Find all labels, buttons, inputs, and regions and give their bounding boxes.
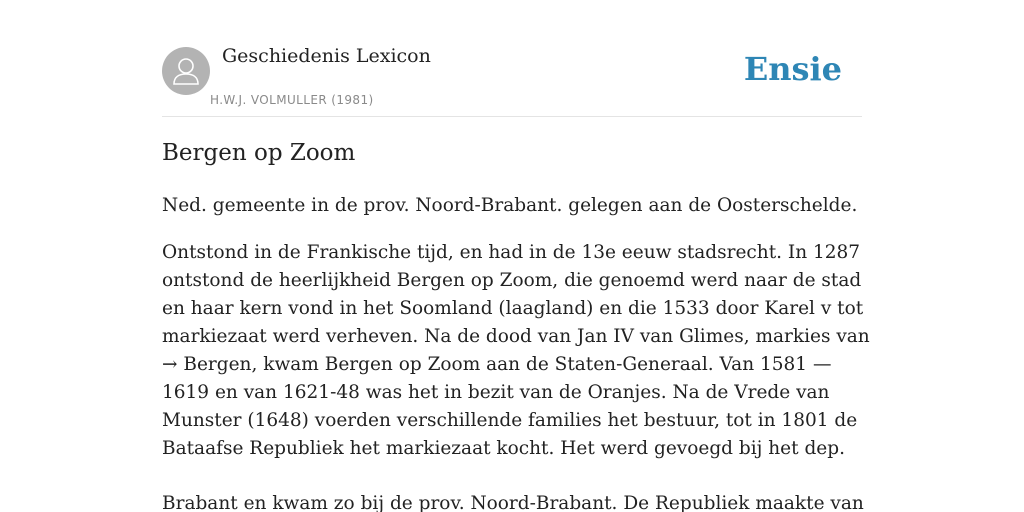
author-name[interactable]: H.W.J. VOLMULLER (1981) [210,93,374,107]
author-avatar[interactable] [162,47,210,95]
source-title[interactable]: Geschiedenis Lexicon [222,45,431,67]
brand-logo[interactable]: Ensie [743,50,842,88]
source-header [162,0,862,117]
user-placeholder-icon [162,47,210,95]
article-paragraph: Ned. gemeente in de prov. Noord-Brabant. gelegen aan de Oosterschelde. [162,195,858,216]
page [162,0,870,512]
page-title: Bergen op Zoom [162,140,356,166]
article-paragraph: Brabant en kwam zo bij de prov. Noord-Brabant. De Republiek maakte van [162,493,864,512]
article-paragraph: Ontstond in de Frankische tijd, en had in de 13e eeuw stadsrecht. In 1287 ontstond de heerlijkheid Bergen op Zoom, die genoemd werd naar de stad en haar kern vond in het Soomland (laagland) en die 1533 door Karel v tot markiezaat werd verheven. Na de dood van Jan IV van Glimes, markies van → Bergen, kwam Bergen op Zoom aan de Staten-Generaal. Van 1581 — 1619 en van 1621-48 was het in bezit van de Oranjes. Na de Vrede van Munster (1648) voerden verschillende families het bestuur, tot in 1801 de Bataafse Republiek het markiezaat kocht. Het werd gevoegd bij het dep. [162,242,870,459]
